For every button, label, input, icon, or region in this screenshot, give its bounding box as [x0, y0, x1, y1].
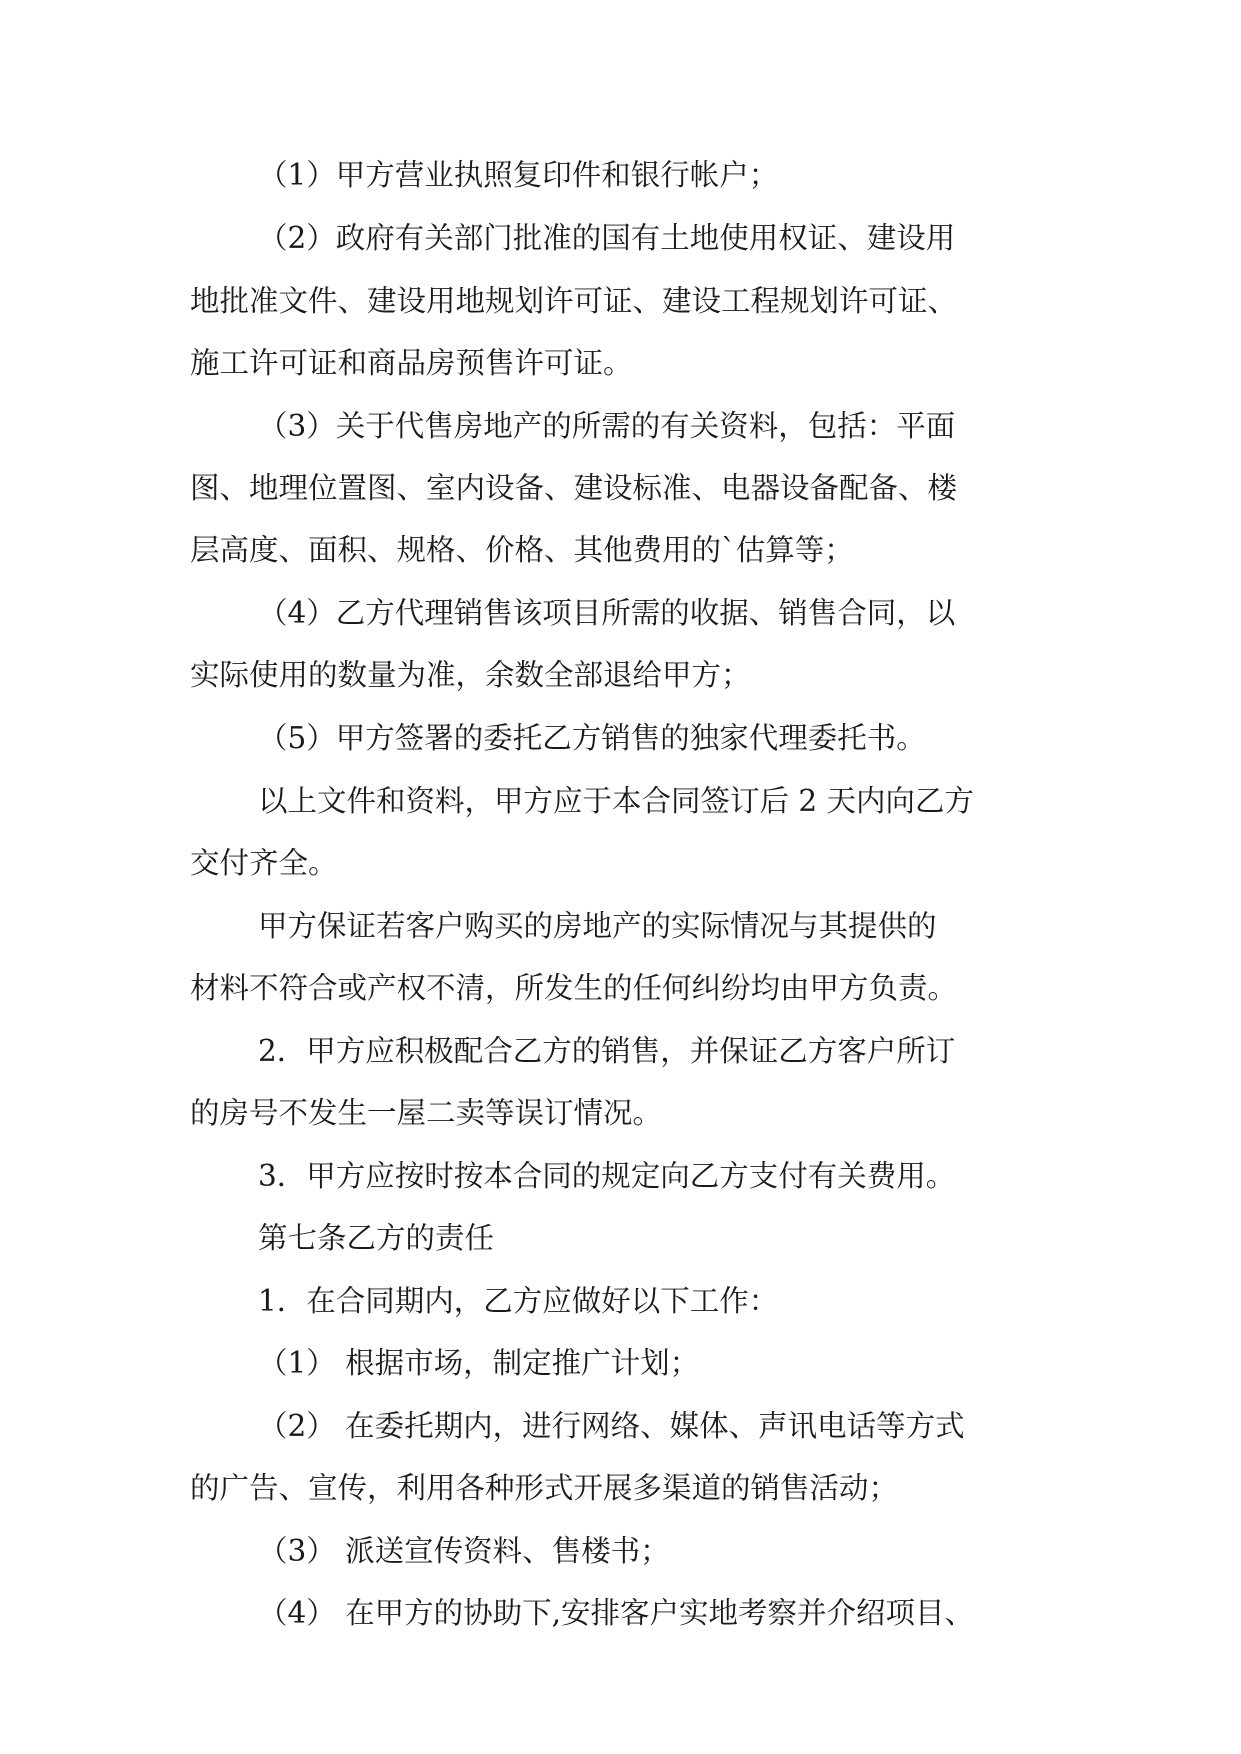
text-line: 以上文件和资料，甲方应于本合同签订后 2 天内向乙方	[258, 784, 975, 818]
text-line: 材料不符合或产权不清，所发生的任何纠纷均由甲方负责。	[190, 971, 958, 1005]
text-line: 的房号不发生一屋二卖等误订情况。	[190, 1096, 663, 1130]
text-line: 甲方保证若客户购买的房地产的实际情况与其提供的	[258, 909, 937, 943]
text-line: （3） 派送宣传资料、售楼书；	[258, 1534, 670, 1568]
text-line: 2．甲方应积极配合乙方的销售，并保证乙方客户所订	[258, 1034, 956, 1068]
text-line: （5）甲方签署的委托乙方销售的独家代理委托书。	[258, 721, 926, 755]
text-line: 地批准文件、建设用地规划许可证、建设工程规划许可证、	[190, 284, 958, 318]
text-line: 1．在合同期内，乙方应做好以下工作：	[258, 1284, 779, 1318]
text-line: （2）政府有关部门批准的国有土地使用权证、建设用	[258, 221, 956, 255]
text-line: 交付齐全。	[190, 846, 338, 880]
text-line: （4）乙方代理销售该项目所需的收据、销售合同，以	[258, 596, 956, 630]
text-line: （1） 根据市场，制定推广计划；	[258, 1346, 700, 1380]
text-line: （4） 在甲方的协助下,安排客户实地考察并介绍项目、	[258, 1596, 975, 1630]
text-line: 层高度、面积、规格、价格、其他费用的`估算等；	[190, 533, 854, 567]
text-line: （2） 在委托期内，进行网络、媒体、声讯电话等方式	[258, 1409, 965, 1443]
text-line: 第七条乙方的责任	[258, 1221, 495, 1255]
text-line: 的广告、宣传，利用各种形式开展多渠道的销售活动；	[190, 1471, 899, 1505]
text-line: （1）甲方营业执照复印件和银行帐户；	[258, 158, 779, 192]
text-line: （3）关于代售房地产的所需的有关资料，包括：平面	[258, 409, 956, 443]
text-line: 3．甲方应按时按本合同的规定向乙方支付有关费用。	[258, 1159, 956, 1193]
text-line: 实际使用的数量为准，余数全部退给甲方；	[190, 658, 751, 692]
text-line: 施工许可证和商品房预售许可证。	[190, 346, 633, 380]
text-line: 图、地理位置图、室内设备、建设标准、电器设备配备、楼	[190, 471, 958, 505]
